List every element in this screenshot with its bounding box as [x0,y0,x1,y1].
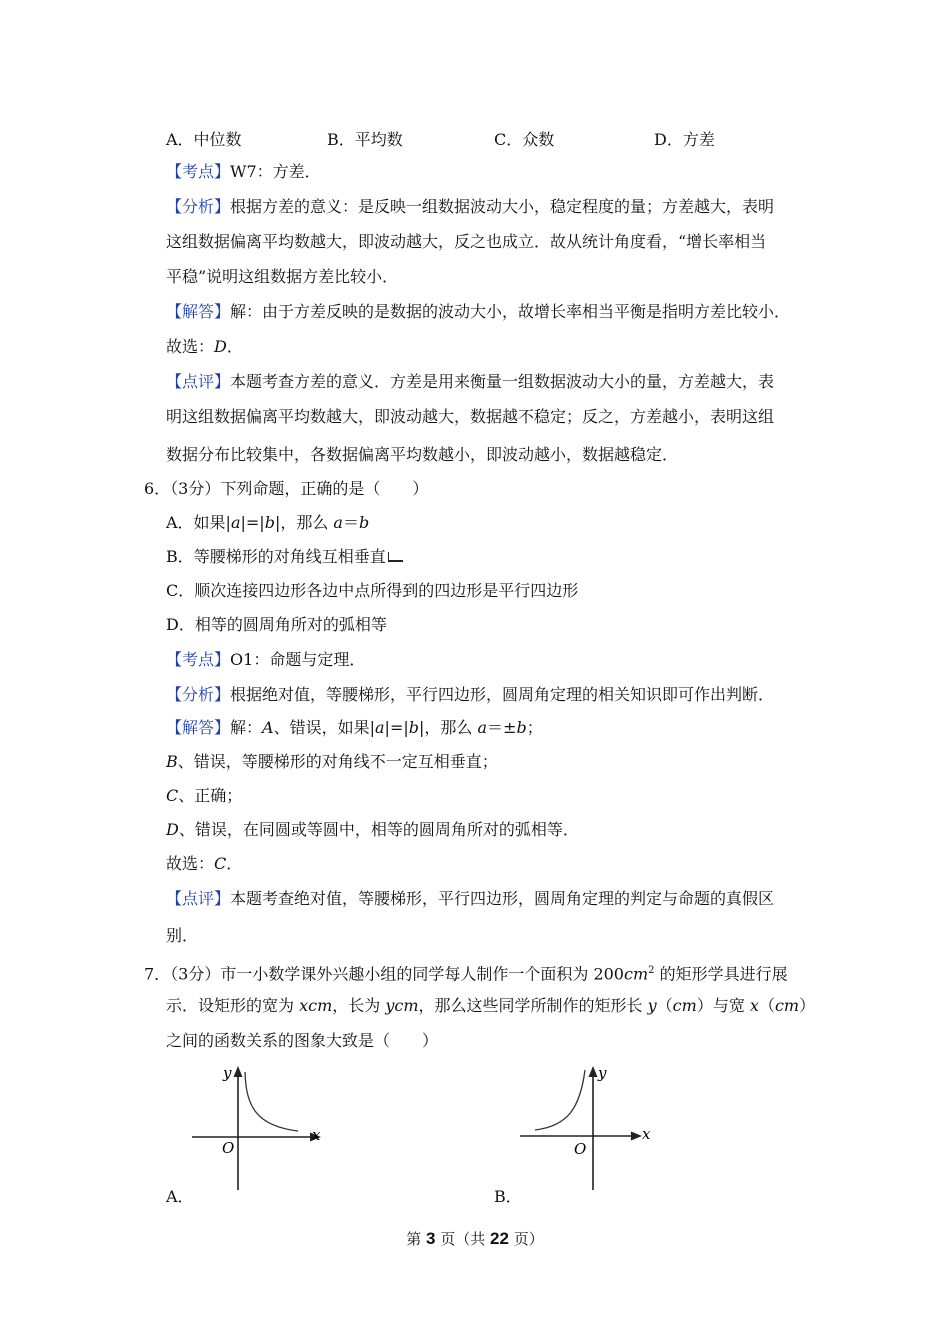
fenxi-text: 根据绝对值，等腰梯形，平行四边形，圆周角定理的相关知识即可作出判断． [230,685,775,704]
jieda-text: 解：由于方差反映的是数据的波动大小，故增长率相当平衡是指明方差比较小． [230,302,791,321]
answer-suffix: ． [226,854,243,873]
text: 解： [230,718,263,737]
var-a: a [477,718,488,737]
graph-b-label: B． [494,1187,522,1206]
y-axis-arrow-icon [234,1066,243,1077]
q5-fenxi-line-1 [166,196,774,218]
graph-a [190,1058,340,1193]
y-axis-label: y [598,1064,607,1082]
text: （ [656,996,673,1015]
q6-jieda [166,717,543,739]
x-axis-label: x [642,1125,651,1143]
footer-text: 页（共 [435,1230,491,1248]
var-a: a [230,513,241,532]
dianping-text: 本题考查绝对值，等腰梯形，平行四边形，圆周角定理的判定与命题的真假区 [230,889,775,908]
q7-stem-line-1 [144,960,788,985]
var: ycm [385,996,419,1015]
text: 、正确； [178,786,243,805]
unit: cm [624,964,649,984]
page-footer [0,1228,950,1249]
text: 、错误，如果| [273,718,375,737]
kaodian-tag: 【考点】 [166,162,231,181]
paragraph-mark-icon [388,552,403,562]
text: ） [799,996,816,1015]
q6-dianping-line-2: 别． [166,926,199,945]
q6-option-d: D．相等的圆周角所对的弧相等 [166,615,387,634]
footer-text: 页） [508,1230,544,1248]
x-axis-arrow-icon [631,1132,642,1141]
text: 的矩形学具进行展 [654,964,788,984]
text: ； [526,718,543,737]
text: ＝± [487,718,517,737]
var: y [647,996,657,1015]
q5-dianping-line-3: 数据分布比较集中，各数据偏离平均数越小，即波动越小，数据越稳定． [166,445,679,464]
var-a: a [333,513,343,532]
q7-stem-line-3: 之间的函数关系的图象大致是（ ） [166,1031,439,1050]
q5-option-a: A．中位数 [166,130,242,149]
graph-b-figure [518,1058,668,1193]
text: ，那么这些同学所制作的矩形长 [418,996,648,1015]
option-letter: C [166,786,179,805]
q5-jieda [166,301,790,323]
option-letter: A [262,718,274,737]
text: 示．设矩形的宽为 [166,996,300,1015]
q5-answer [166,336,243,358]
text: |，那么 [418,718,478,737]
text: 、错误，在同圆或等圆中，相等的圆周角所对的弧相等． [178,820,579,839]
var-b: b [408,718,419,737]
q5-dianping-line-1 [166,371,774,393]
fenxi-tag: 【分析】 [166,685,231,704]
jieda-tag: 【解答】 [166,718,231,737]
fenxi-tag: 【分析】 [166,197,231,216]
text: 、错误，等腰梯形的对角线不一定互相垂直； [177,752,498,771]
graph-a-figure [190,1058,340,1193]
unit: cm [774,996,800,1015]
dianping-tag: 【点评】 [166,889,231,908]
origin-label: O [222,1139,235,1157]
curve-b [535,1070,585,1130]
fenxi-text: 根据方差的意义：是反映一组数据波动大小，稳定程度的量；方差越大，表明 [230,197,775,216]
dianping-text: 本题考查方差的意义．方差是用来衡量一组数据波动大小的量，方差越大，表 [230,372,775,391]
var-a: a [375,718,385,737]
origin-label: O [574,1140,587,1158]
curve-a [245,1072,298,1131]
text: ，长为 [332,996,386,1015]
q6-option-a [166,512,369,534]
y-axis-label: y [223,1064,232,1082]
jieda-tag: 【解答】 [166,302,231,321]
q5-option-c: C．众数 [494,130,555,149]
x-axis-label: x [312,1126,321,1144]
var-b: b [264,513,275,532]
kaodian-text: W7：方差． [230,162,321,181]
option-letter: D [166,820,179,839]
q6-kaodian [166,649,365,671]
q5-option-d: D．方差 [654,130,715,149]
q5-option-b: B．平均数 [327,130,403,149]
answer-letter: C [214,854,227,873]
q6-dianping-line-1 [166,888,774,910]
answer-letter: D [214,337,227,356]
kaodian-tag: 【考点】 [166,650,231,669]
dianping-tag: 【点评】 [166,372,231,391]
text: |，那么 [274,513,334,532]
q6-answer [166,853,242,875]
unit: cm [672,996,697,1015]
text: A．如果| [166,513,231,532]
graph-b [518,1058,668,1193]
var-b: b [516,718,527,737]
text: ）与宽 [696,996,750,1015]
q5-fenxi-line-3: 平稳”说明这组数据方差比较小． [166,267,399,286]
text: 7．（3分）市一小数学课外兴趣小组的同学每人制作一个面积为 200 [144,964,624,984]
q7-stem-line-2 [166,995,815,1017]
option-letter: B [166,752,178,771]
page-total: 22 [490,1229,509,1248]
q6-line-b [166,751,498,773]
var: x [749,996,759,1015]
text: ＝ [342,513,359,532]
answer-suffix: ． [226,337,243,356]
text: （ [758,996,775,1015]
text: |=| [240,513,265,532]
kaodian-text: O1：命题与定理． [230,650,366,669]
answer-prefix: 故选： [166,854,215,873]
y-axis-arrow-icon [589,1066,598,1077]
q6-stem: 6．（3分）下列命题，正确的是（ ） [144,479,429,498]
var-b: b [358,513,370,532]
q6-line-d [166,819,579,841]
q6-option-c: C．顺次连接四边形各边中点所得到的四边形是平行四边形 [166,581,579,600]
page-number: 3 [426,1229,436,1248]
q5-dianping-line-2: 明这组数据偏离平均数越大，即波动越大，数据越不稳定；反之，方差越小，表明这组 [166,407,775,426]
q5-fenxi-line-2: 这组数据偏离平均数越大，即波动越大，反之也成立．故从统计角度看，“增长率相当 [166,232,767,251]
superscript: 2 [648,965,655,976]
q6-option-b [166,546,403,568]
graph-a-label: A． [166,1187,194,1206]
text: B．等腰梯形的对角线互相垂直 [166,547,386,566]
var: xcm [299,996,333,1015]
q6-line-c [166,785,242,807]
q6-fenxi [166,684,774,706]
answer-prefix: 故选： [166,337,215,356]
footer-text: 第 [406,1230,427,1248]
q5-kaodian [166,161,321,183]
text: |=| [384,718,409,737]
